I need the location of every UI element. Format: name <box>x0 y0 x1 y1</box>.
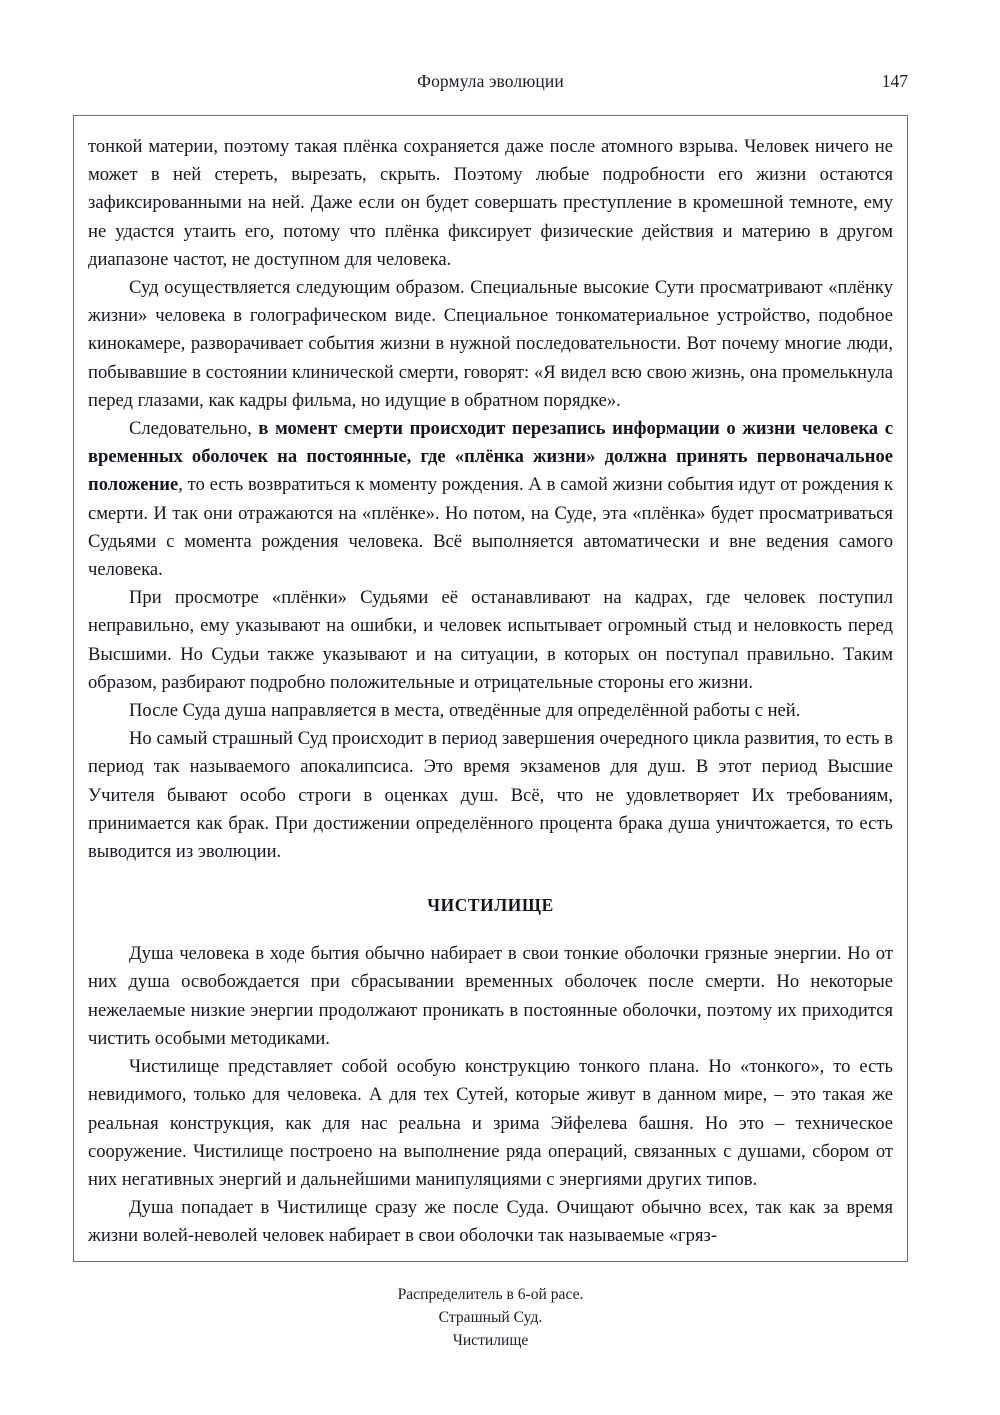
paragraph-p1 <box>88 133 893 274</box>
paragraph-p7 <box>88 940 893 1053</box>
running-head-title: Формула эволюции <box>417 71 564 91</box>
footer-lines <box>73 1283 908 1352</box>
paragraph-group-before-heading <box>88 133 893 866</box>
bordered-text-frame <box>73 115 908 1262</box>
paragraph-p8 <box>88 1053 893 1194</box>
text-run: Чистилище представляет собой особую конструкцию тонкого плана. Но «тонкого», то есть невидимого, только для человека. А для тех Сутей, которые живут в данном мире, – это такая же реальная конструкция, как для нас реальна и зрима Эйфелева башня. Но это – техническое сооружение. Чистилище построено на выполнение ряда операций, связанных с душами, сбором от них негативных энергий и дальнейшими манипуляциями с энергиями других типов. <box>88 1056 893 1190</box>
text-column <box>74 116 907 1261</box>
footer-line: Страшный Суд. <box>438 1309 543 1326</box>
paragraph-p3 <box>88 415 893 584</box>
section-heading: ЧИСТИЛИЩЕ <box>427 895 554 916</box>
text-run: Но самый страшный Суд происходит в период завершения очередного цикла развития, то есть в период так называемого апокалипсиса. Это время экзаменов для душ. В этот период Высшие Учителя бывают особо строги в оценках душ. Всё, что не удовлетворяет Их требованиям, принимается как брак. При достижении определённого процента брака душа уничтожается, то есть выводится из эволюции. <box>88 728 893 863</box>
page-number: 147 <box>881 71 908 91</box>
running-head <box>73 71 908 99</box>
text-run: Суд осуществляется следующим образом. Специальные высокие Сути просматривают «плёнку жизни» человека в голографическом виде. Специальное тонкоматериальное устройство, подобное кинокамере, разворачивает события жизни в нужной последовательности. Вот почему многие люди, побывавшие в состоянии клинической смерти, говорят: «Я видел всю свою жизнь, она промелькнула перед глазами, как кадры фильма, но идущие в обратном порядке». <box>88 277 893 411</box>
text-run: После Суда душа направляется в места, отведённые для определённой работы с ней. <box>129 700 801 722</box>
text-run: Душа попадает в Чистилище сразу же после Суда. Очищают обычно всех, так как за время жизни волей-неволей человек набирает в свои оболочки так называемые «гряз- <box>88 1197 893 1247</box>
emphasis-run: в момент смерти происходит перезапись информации о жизни человека с временных оболочек на постоянные, где «плёнка жизни» должна принять первоначальное положение <box>88 418 893 496</box>
paragraph-p2 <box>88 274 893 415</box>
paragraph-p5 <box>88 697 893 725</box>
footer-line: Чистилище <box>452 1332 529 1349</box>
text-run: тонкой материи, поэтому такая плёнка сохраняется даже после атомного взрыва. Человек ничего не может в ней стереть, вырезать, скрыть. Поэтому любые подробности его жизни остаются зафиксированными на ней. Даже если он будет совершать преступление в кромешной темноте, ему не удастся утаить его, потому что плёнка фиксирует физические действия и материю в другом диапазоне частот, не доступном для человека. <box>88 136 893 270</box>
paragraph-p4 <box>88 584 893 697</box>
paragraph-group-after-heading <box>88 940 893 1250</box>
paragraph-p6 <box>88 725 893 866</box>
text-run: Следовательно, <box>129 418 259 440</box>
paragraph-p9 <box>88 1194 893 1250</box>
text-run: , то есть возвратиться к моменту рождения. А в самой жизни события идут от рождения к смерти. И так они отражаются на «плёнке». Но потом, на Суде, эта «плёнка» будет просматриваться Судьями с момента рождения человека. Всё выполняется автоматически и вне ведения самого человека. <box>88 474 893 581</box>
page-footer <box>73 1283 908 1352</box>
text-run: При просмотре «плёнки» Судьями её останавливают на кадрах, где человек поступил неправильно, ему указывают на ошибки, и человек испытывает огромный стыд и неловкость перед Высшими. Но Судьи также указывают и на ситуации, в которых он поступал правильно. Таким образом, разбирают подробно положительные и отрицательные стороны его жизни. <box>88 587 893 693</box>
footer-line: Распределитель в 6-ой расе. <box>397 1286 584 1303</box>
text-run: Душа человека в ходе бытия обычно набирает в свои тонкие оболочки грязные энергии. Но от них душа освобождается при сбрасывании временных оболочек после смерти. Но некоторые нежелаемые низкие энергии продолжают проникать в постоянные оболочки, поэтому их приходится чистить особыми методиками. <box>88 943 893 1049</box>
